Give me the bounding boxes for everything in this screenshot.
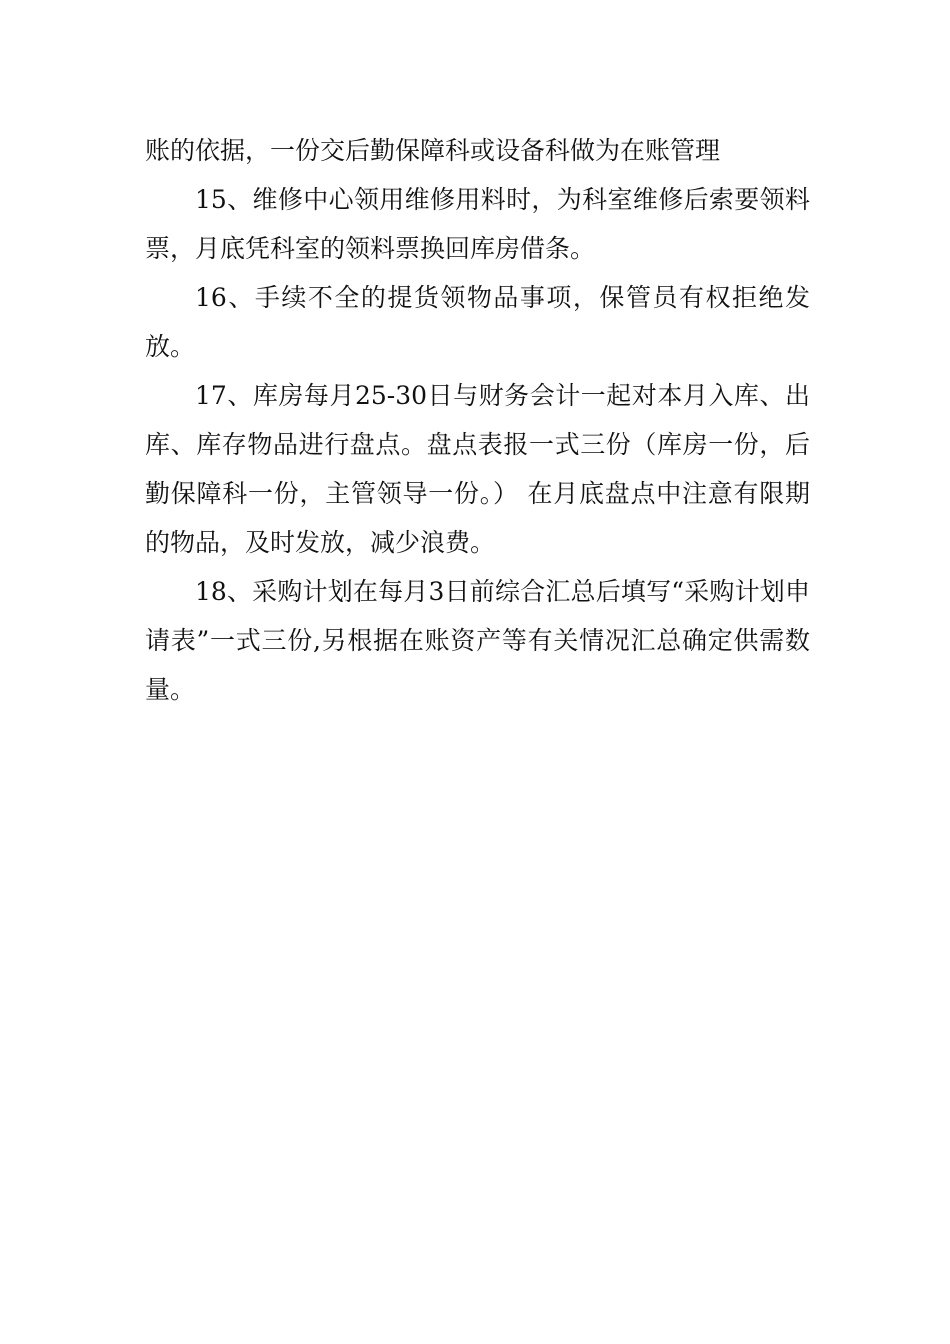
paragraph-item-16: 16、手续不全的提货领物品事项，保管员有权拒绝发放。: [145, 283, 810, 361]
paragraph-item-18: 18、采购计划在每月3日前综合汇总后填写“采购计划申请表”一式三份,另根据在账资产等有关情况汇总确定供需数量。: [145, 577, 810, 704]
paragraph-continuation: 账的依据，一份交后勤保障科或设备科做为在账管理: [145, 136, 721, 165]
paragraph-item-15: 15、维修中心领用维修用料时，为科室维修后索要领料票，月底凭科室的领料票换回库房借条。: [145, 185, 810, 263]
document-body: [145, 126, 810, 714]
paragraph-item-17: 17、库房每月25-30日与财务会计一起对本月入库、出库、库存物品进行盘点。盘点表报一式三份（库房一份，后勤保障科一份，主管领导一份。） 在月底盘点中注意有限期的物品，及时发放，减少浪费。: [145, 381, 810, 557]
